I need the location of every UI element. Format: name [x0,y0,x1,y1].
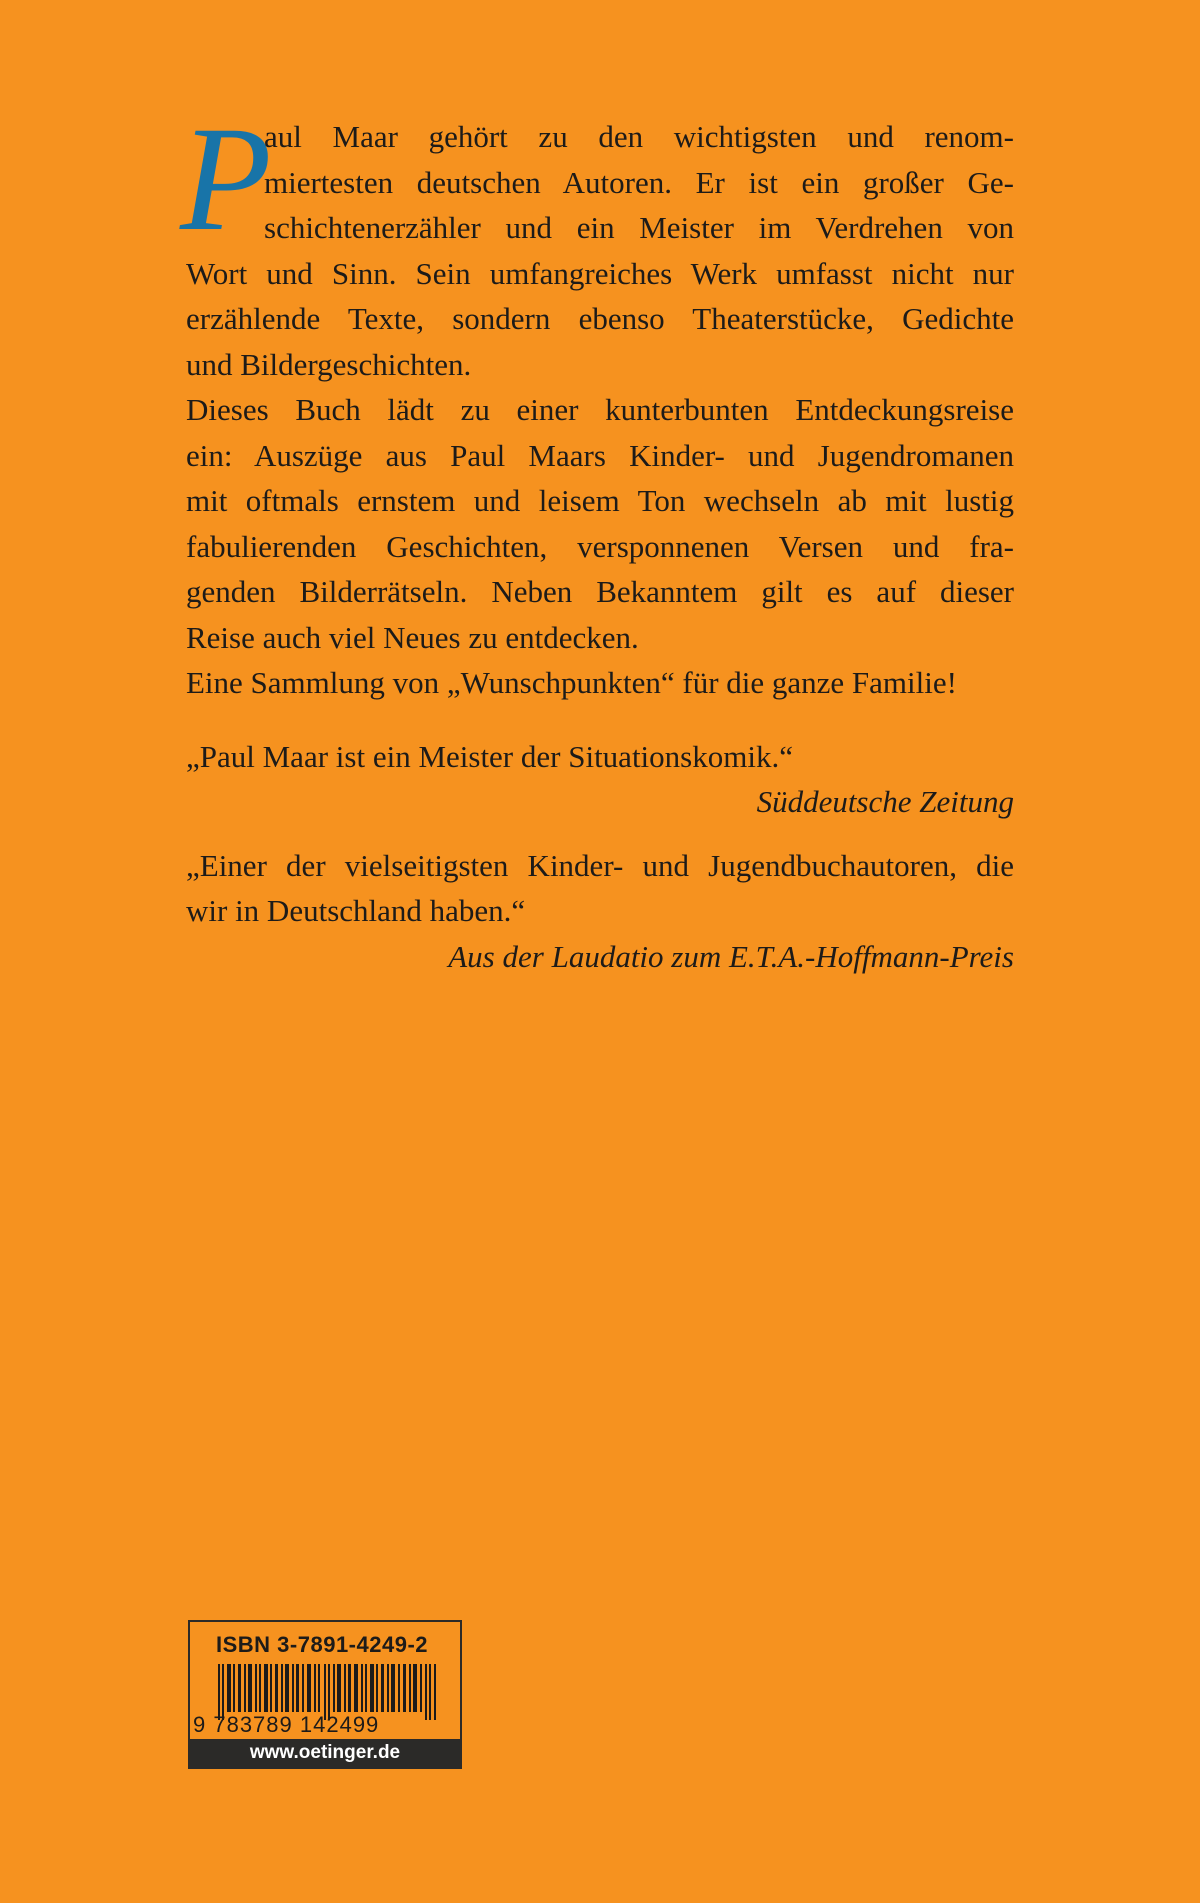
blurb-line: erzählende Texte, sondern ebenso Theaterstücke, Gedichte [186,301,1014,336]
barcode-digits: 9 783789 142499 [193,1712,380,1737]
blurb-line: Dieses Buch lädt zu einer kunterbunten Entdeckungsreise [186,392,1014,427]
blurb-line: Eine Sammlung von „Wunschpunkten“ für die ganze Familie! [186,665,957,700]
blurb-line: ein: Auszüge aus Paul Maars Kinder- und Jugendromanen [186,437,1014,473]
quote-line: „Einer der vielseitigsten Kinder- und Jugendbuchautoren, die [186,847,1014,883]
quote-line: wir in Deutschland haben.“ [186,893,526,928]
blurb-line: mit oftmals ernstem und leisem Ton wechseln ab mit lustig [186,483,1014,518]
blurb-line: schichtenerzähler und ein Meister im Verdrehen von [264,210,1014,245]
quote-line: „Paul Maar ist ein Meister der Situationskomik.“ [186,738,793,774]
isbn-label: ISBN 3-7891-4249-2 [216,1632,429,1657]
blurb-line: aul Maar gehört zu den wichtigsten und renom- [264,119,1014,154]
blurb-line: miertesten deutschen Autoren. Er ist ein großer Ge- [264,164,1014,200]
blurb-line: Reise auch viel Neues zu entdecken. [186,619,639,655]
drop-cap: P [180,96,272,262]
quote-source: Süddeutsche Zeitung [756,784,1014,819]
isbn-barcode-box [188,1620,462,1769]
blurb-line: Wort und Sinn. Sein umfangreiches Werk umfasst nicht nur [186,255,1014,291]
blurb-line: fabulierenden Geschichten, versponnenen Versen und fra- [186,528,1014,564]
blurb-text [186,114,1014,979]
quote-source: Aus der Laudatio zum E.T.A.-Hoffmann-Preis [448,938,1014,974]
publisher-url: www.oetinger.de [190,1739,460,1767]
blurb-line: und Bildergeschichten. [186,346,472,382]
blurb-line: genden Bilderrätseln. Neben Bekanntem gilt es auf dieser [186,574,1014,609]
